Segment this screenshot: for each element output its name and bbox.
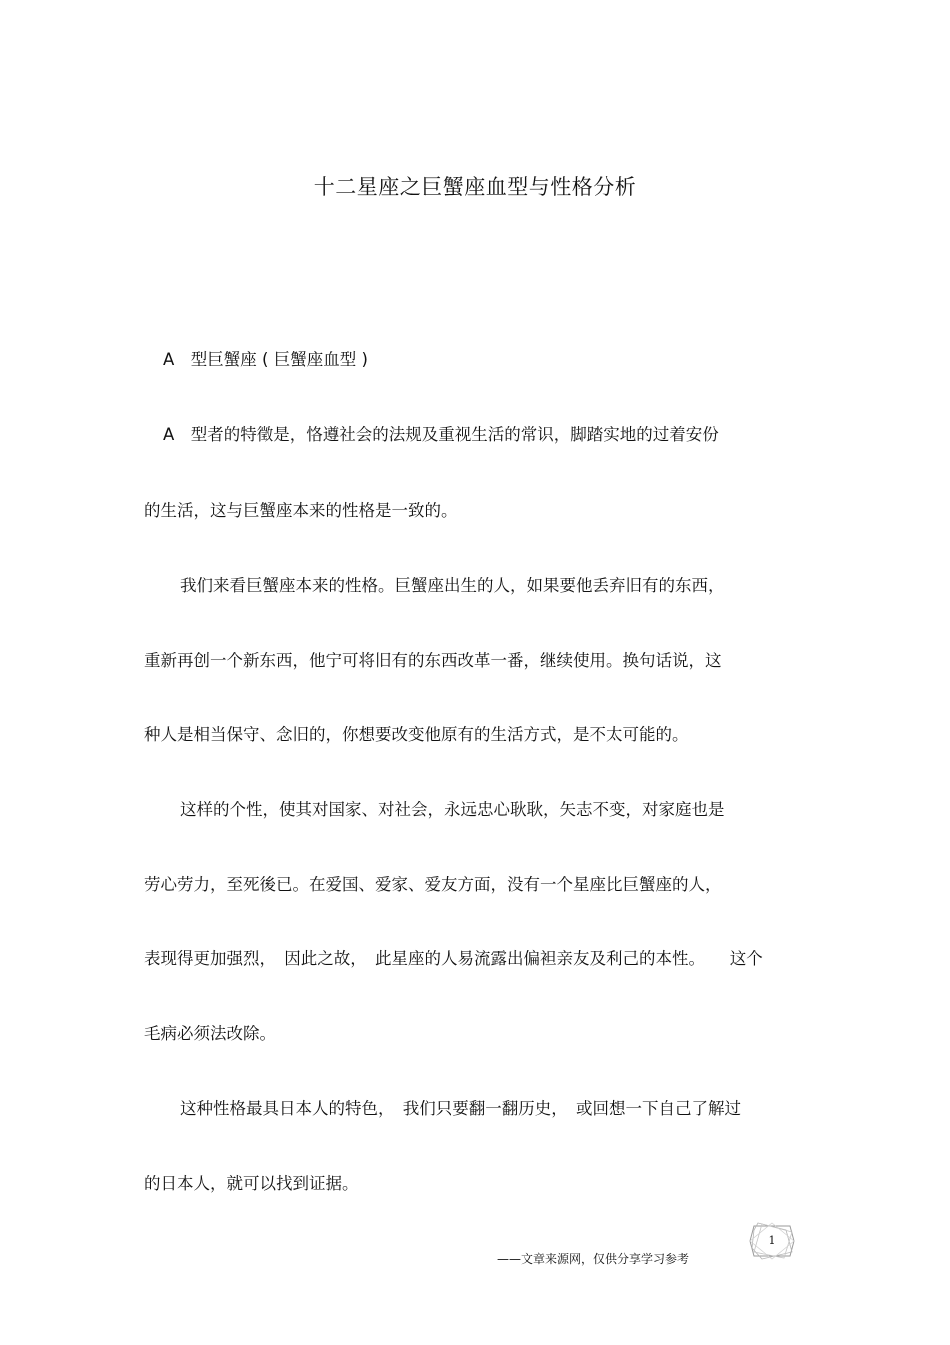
paragraph-line: 表现得更加强烈， 因此之故， 此星座的人易流露出偏袒亲友及利己的本性。 这个 bbox=[144, 949, 763, 968]
page-number-badge bbox=[748, 1222, 796, 1260]
paragraph-line: 的生活，这与巨蟹座本来的性格是一致的。 bbox=[144, 501, 458, 520]
paragraph-line: 毛病必须法改除。 bbox=[144, 1024, 276, 1043]
footer-note: ——文章来源网，仅供分享学习参考 bbox=[497, 1252, 690, 1266]
paragraph-line: 这样的个性，使其对国家、对社会，永远忠心耿耿，矢志不变，对家庭也是 bbox=[180, 800, 725, 819]
paragraph-line: 劳心劳力，至死後已。在爱国、爱家、爱友方面，没有一个星座比巨蟹座的人， bbox=[144, 875, 722, 894]
section-heading: A 型巨蟹座 ( 巨蟹座血型 ) bbox=[163, 350, 368, 369]
paragraph-line: 种人是相当保守、念旧的，你想要改变他原有的生活方式，是不太可能的。 bbox=[144, 725, 689, 744]
paragraph-line: A 型者的特徵是，恪遵社会的法规及重视生活的常识，脚踏实地的过着安份 bbox=[163, 425, 719, 444]
paragraph-line: 我们来看巨蟹座本来的性格。巨蟹座出生的人，如果要他丢弃旧有的东西， bbox=[180, 576, 725, 595]
page-number: 1 bbox=[768, 1234, 776, 1247]
document-title: 十二星座之巨蟹座血型与性格分析 bbox=[313, 175, 637, 199]
paragraph-line: 这种性格最具日本人的特色， 我们只要翻一翻历史， 或回想一下自己了解过 bbox=[180, 1099, 741, 1118]
paragraph-line: 的日本人，就可以找到证据。 bbox=[144, 1174, 359, 1193]
paragraph-line: 重新再创一个新东西，他宁可将旧有的东西改革一番，继续使用。换句话说，这 bbox=[144, 651, 722, 670]
